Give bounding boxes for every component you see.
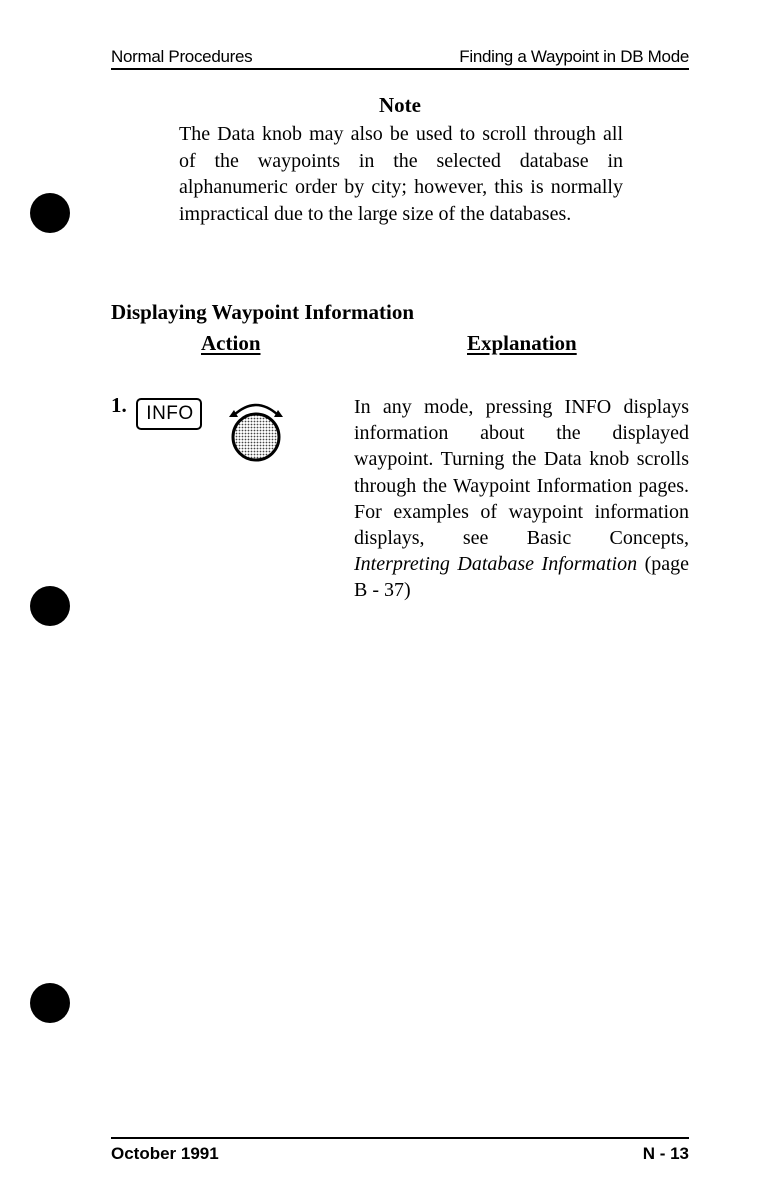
binder-hole-top (30, 193, 70, 233)
step-explanation (354, 394, 689, 604)
explanation-page-reference: (page B - 37) (354, 553, 689, 602)
page-header (111, 44, 689, 70)
note-body: The Data knob may also be used to scroll through all of the waypoints in the selected database in alphanumeric order by city; however, this is normally impractical due to the large size of the databases. (179, 123, 623, 225)
header-topic-title: Finding a Waypoint in DB Mode (459, 47, 689, 66)
binder-hole-bottom (30, 983, 70, 1023)
footer-date: October 1991 (111, 1144, 219, 1163)
note-title: Note (379, 93, 421, 117)
explanation-column-header: Explanation (467, 331, 577, 355)
explanation-text: In any mode, pressing INFO displays information about the displayed waypoint. Turning the Data knob scrolls through the Waypoint Information pages. For examples of waypoint information displays, see Basic Concepts, (354, 396, 689, 550)
footer-page-number: N - 13 (642, 1144, 689, 1163)
section-title: Displaying Waypoint Information (111, 300, 415, 324)
step-number: 1. (111, 393, 127, 417)
binder-hole-middle (30, 586, 70, 626)
action-column-header: Action (201, 331, 261, 355)
info-key-icon (136, 398, 206, 434)
header-section-title: Normal Procedures (111, 47, 253, 66)
info-key-label: INFO (146, 403, 194, 424)
explanation-reference-title: Interpreting Database Information (354, 553, 638, 576)
data-knob-icon (226, 393, 286, 470)
page-footer (111, 1137, 689, 1165)
